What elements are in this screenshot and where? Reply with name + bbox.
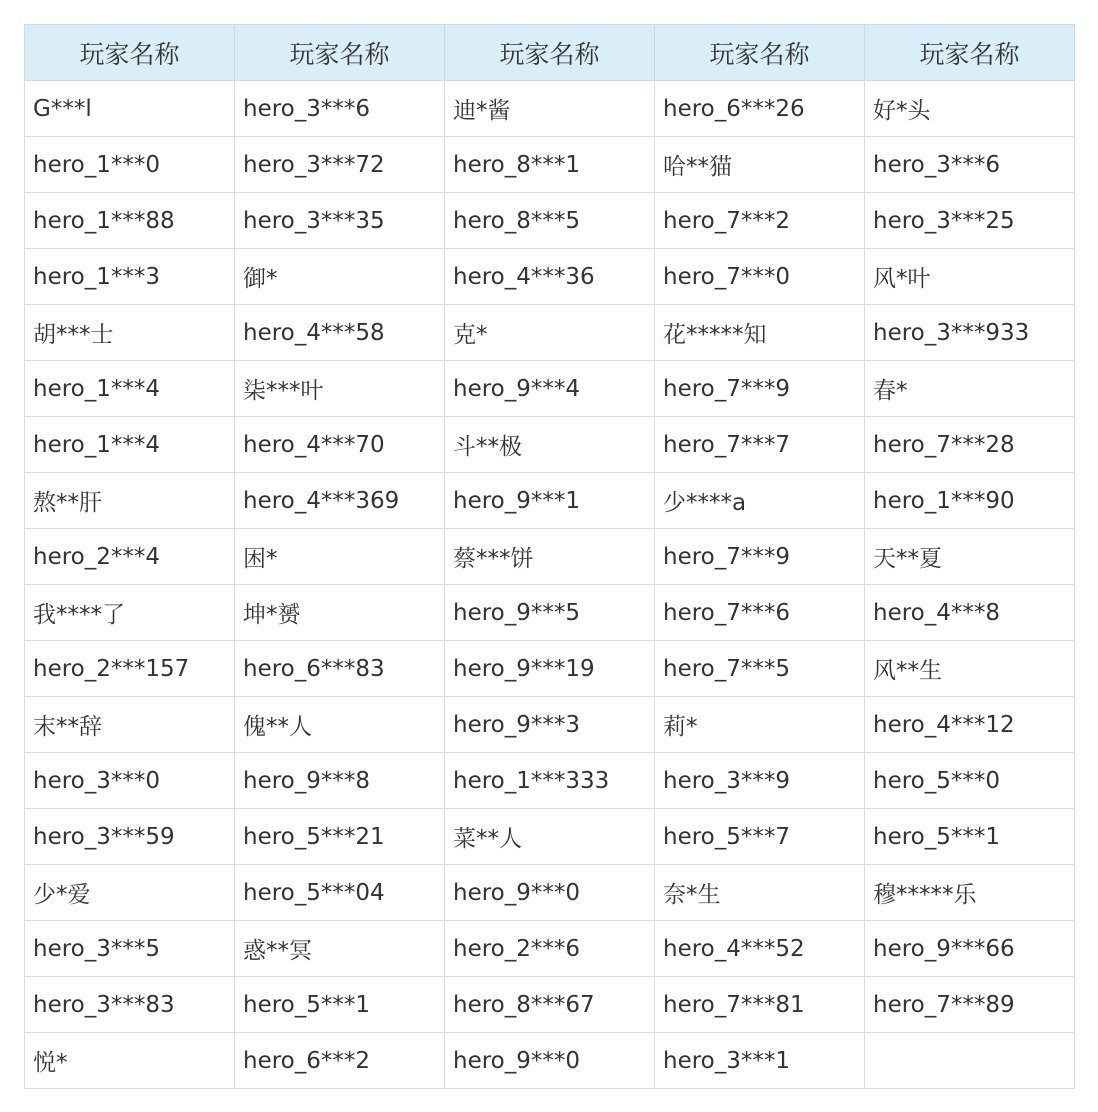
player-name-cell: hero_2***4 bbox=[25, 529, 235, 585]
player-name-cell: 悦* bbox=[25, 1033, 235, 1089]
player-name-cell: hero_6***83 bbox=[235, 641, 445, 697]
player-name-cell: hero_5***1 bbox=[235, 977, 445, 1033]
table-row bbox=[25, 921, 1075, 977]
table-header-row bbox=[25, 25, 1075, 81]
player-name-cell: 好*头 bbox=[865, 81, 1075, 137]
column-header: 玩家名称 bbox=[235, 25, 445, 81]
player-name-cell: hero_9***0 bbox=[445, 865, 655, 921]
player-name-cell: hero_3***6 bbox=[865, 137, 1075, 193]
player-name-cell: hero_9***8 bbox=[235, 753, 445, 809]
player-name-cell: 我****了 bbox=[25, 585, 235, 641]
player-name-cell: 迪*酱 bbox=[445, 81, 655, 137]
table-row bbox=[25, 641, 1075, 697]
column-header: 玩家名称 bbox=[655, 25, 865, 81]
player-name-cell: G***l bbox=[25, 81, 235, 137]
player-name-cell: hero_6***26 bbox=[655, 81, 865, 137]
player-name-cell: hero_3***35 bbox=[235, 193, 445, 249]
player-name-cell: 风*叶 bbox=[865, 249, 1075, 305]
player-name-cell: hero_7***2 bbox=[655, 193, 865, 249]
player-name-cell: hero_7***9 bbox=[655, 361, 865, 417]
player-name-cell: 困* bbox=[235, 529, 445, 585]
player-name-cell: hero_1***0 bbox=[25, 137, 235, 193]
player-name-cell: 斗**极 bbox=[445, 417, 655, 473]
player-name-cell: hero_6***2 bbox=[235, 1033, 445, 1089]
player-name-cell: hero_7***0 bbox=[655, 249, 865, 305]
player-name-cell: hero_2***6 bbox=[445, 921, 655, 977]
column-header: 玩家名称 bbox=[445, 25, 655, 81]
player-name-cell: hero_3***933 bbox=[865, 305, 1075, 361]
player-name-cell: 坤*赟 bbox=[235, 585, 445, 641]
player-name-cell: hero_7***81 bbox=[655, 977, 865, 1033]
player-name-cell: hero_4***369 bbox=[235, 473, 445, 529]
player-name-cell: 蔡***饼 bbox=[445, 529, 655, 585]
table-row bbox=[25, 809, 1075, 865]
player-name-cell: hero_1***3 bbox=[25, 249, 235, 305]
player-name-cell: hero_8***5 bbox=[445, 193, 655, 249]
player-name-cell: hero_3***72 bbox=[235, 137, 445, 193]
player-name-cell: 哈**猫 bbox=[655, 137, 865, 193]
player-name-cell: hero_1***4 bbox=[25, 417, 235, 473]
player-name-cell: 天**夏 bbox=[865, 529, 1075, 585]
column-header: 玩家名称 bbox=[25, 25, 235, 81]
player-name-cell: hero_4***58 bbox=[235, 305, 445, 361]
player-name-cell: hero_9***4 bbox=[445, 361, 655, 417]
player-name-cell: 柒***叶 bbox=[235, 361, 445, 417]
player-name-cell: hero_7***5 bbox=[655, 641, 865, 697]
player-name-cell: hero_9***0 bbox=[445, 1033, 655, 1089]
player-table-container bbox=[24, 24, 1074, 1089]
player-name-cell: 菜**人 bbox=[445, 809, 655, 865]
player-name-table bbox=[24, 24, 1075, 1089]
player-name-cell: hero_1***333 bbox=[445, 753, 655, 809]
table-row bbox=[25, 977, 1075, 1033]
player-name-cell: hero_8***67 bbox=[445, 977, 655, 1033]
player-name-cell: 熬**肝 bbox=[25, 473, 235, 529]
player-name-cell: hero_8***1 bbox=[445, 137, 655, 193]
player-name-cell: hero_9***5 bbox=[445, 585, 655, 641]
player-name-cell: 花*****知 bbox=[655, 305, 865, 361]
table-row bbox=[25, 305, 1075, 361]
player-name-cell: hero_5***1 bbox=[865, 809, 1075, 865]
table-row bbox=[25, 753, 1075, 809]
table-row bbox=[25, 473, 1075, 529]
player-name-cell: hero_3***59 bbox=[25, 809, 235, 865]
player-name-cell: 傀**人 bbox=[235, 697, 445, 753]
player-name-cell: hero_9***19 bbox=[445, 641, 655, 697]
column-header: 玩家名称 bbox=[865, 25, 1075, 81]
player-name-cell: hero_4***36 bbox=[445, 249, 655, 305]
player-name-cell: hero_3***1 bbox=[655, 1033, 865, 1089]
player-name-cell bbox=[865, 1033, 1075, 1089]
player-name-cell: hero_1***4 bbox=[25, 361, 235, 417]
player-name-cell: 末**辞 bbox=[25, 697, 235, 753]
player-name-cell: hero_9***3 bbox=[445, 697, 655, 753]
table-row bbox=[25, 137, 1075, 193]
player-name-cell: hero_3***83 bbox=[25, 977, 235, 1033]
player-name-cell: hero_5***04 bbox=[235, 865, 445, 921]
player-name-cell: hero_4***70 bbox=[235, 417, 445, 473]
table-body bbox=[25, 81, 1075, 1089]
player-name-cell: hero_3***9 bbox=[655, 753, 865, 809]
player-name-cell: 御* bbox=[235, 249, 445, 305]
player-name-cell: hero_4***8 bbox=[865, 585, 1075, 641]
player-name-cell: hero_5***21 bbox=[235, 809, 445, 865]
player-name-cell: hero_3***6 bbox=[235, 81, 445, 137]
player-name-cell: 春* bbox=[865, 361, 1075, 417]
player-name-cell: hero_1***88 bbox=[25, 193, 235, 249]
table-row bbox=[25, 529, 1075, 585]
table-row bbox=[25, 361, 1075, 417]
table-row bbox=[25, 193, 1075, 249]
player-name-cell: hero_4***12 bbox=[865, 697, 1075, 753]
table-row bbox=[25, 585, 1075, 641]
player-name-cell: hero_1***90 bbox=[865, 473, 1075, 529]
player-name-cell: hero_7***89 bbox=[865, 977, 1075, 1033]
player-name-cell: hero_3***0 bbox=[25, 753, 235, 809]
player-name-cell: hero_2***157 bbox=[25, 641, 235, 697]
player-name-cell: hero_3***5 bbox=[25, 921, 235, 977]
player-name-cell: hero_7***28 bbox=[865, 417, 1075, 473]
player-name-cell: hero_9***1 bbox=[445, 473, 655, 529]
player-name-cell: 胡***士 bbox=[25, 305, 235, 361]
player-name-cell: hero_7***6 bbox=[655, 585, 865, 641]
table-row bbox=[25, 81, 1075, 137]
table-row bbox=[25, 1033, 1075, 1089]
player-name-cell: 少*爱 bbox=[25, 865, 235, 921]
table-row bbox=[25, 697, 1075, 753]
player-name-cell: hero_7***7 bbox=[655, 417, 865, 473]
table-row bbox=[25, 249, 1075, 305]
player-name-cell: hero_5***0 bbox=[865, 753, 1075, 809]
player-name-cell: 惑**冥 bbox=[235, 921, 445, 977]
player-name-cell: hero_4***52 bbox=[655, 921, 865, 977]
player-name-cell: 克* bbox=[445, 305, 655, 361]
player-name-cell: 穆*****乐 bbox=[865, 865, 1075, 921]
player-name-cell: hero_7***9 bbox=[655, 529, 865, 585]
player-name-cell: 奈*生 bbox=[655, 865, 865, 921]
player-name-cell: hero_3***25 bbox=[865, 193, 1075, 249]
player-name-cell: 少****a bbox=[655, 473, 865, 529]
player-name-cell: hero_5***7 bbox=[655, 809, 865, 865]
table-row bbox=[25, 865, 1075, 921]
player-name-cell: 风**生 bbox=[865, 641, 1075, 697]
table-row bbox=[25, 417, 1075, 473]
player-name-cell: 莉* bbox=[655, 697, 865, 753]
player-name-cell: hero_9***66 bbox=[865, 921, 1075, 977]
